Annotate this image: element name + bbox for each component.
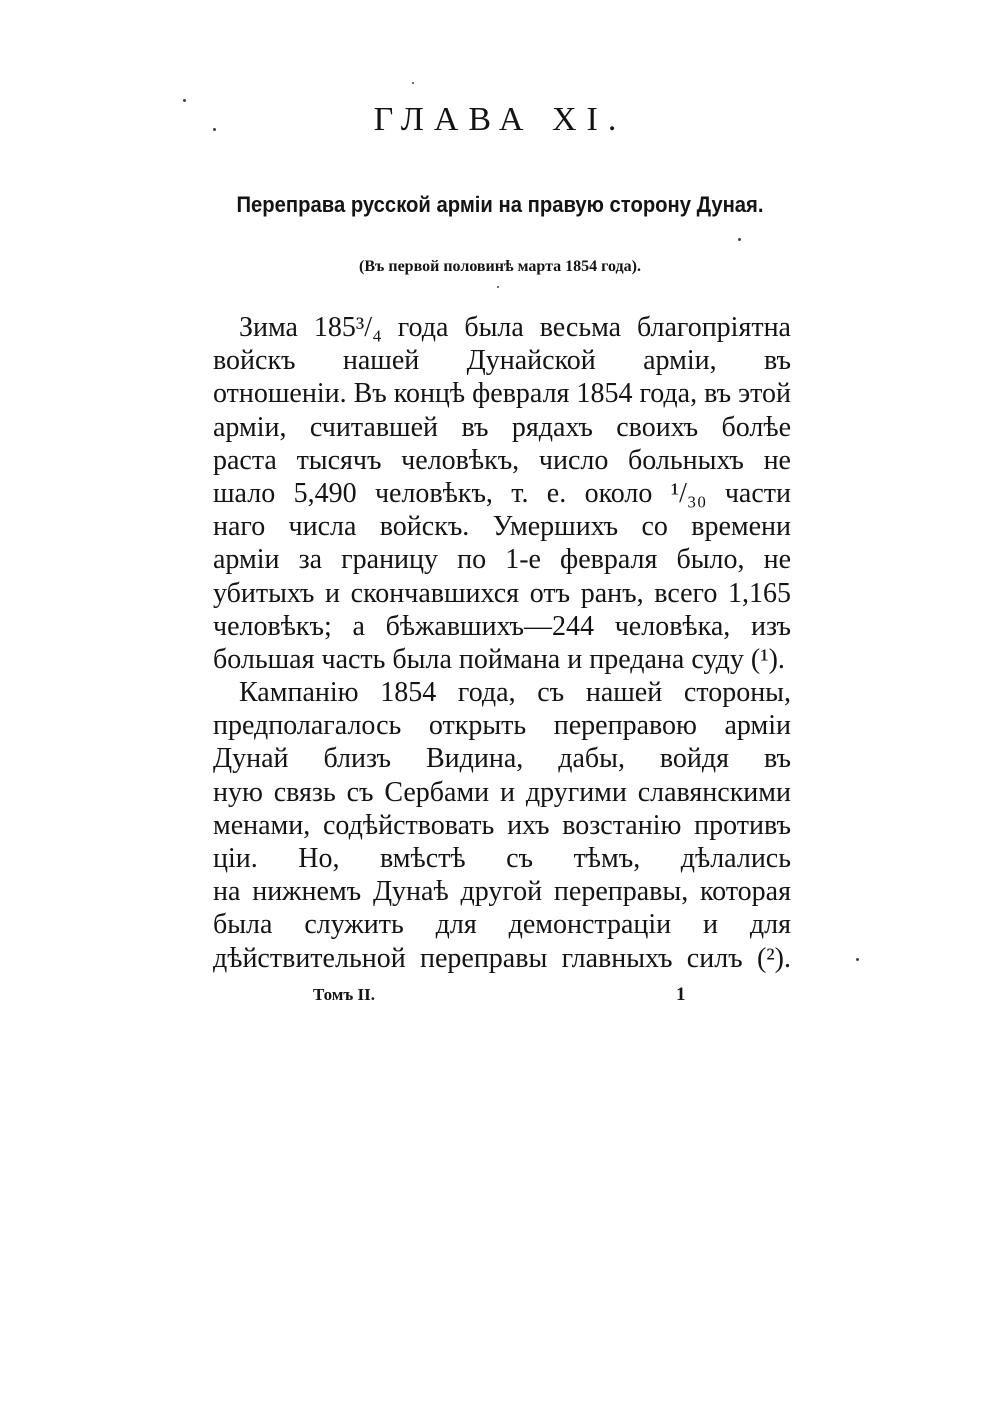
scan-speck (497, 286, 499, 288)
scan-speck (183, 99, 186, 102)
chapter-heading: ГЛАВА XI. (373, 101, 627, 138)
body-line: арміи за границу по 1-е февраля было, не (213, 544, 791, 576)
body-line: убитыхъ и скончавшихся отъ ранъ, всего 1,165 (213, 577, 791, 609)
body-line: отношеніи. Въ концѣ февраля 1854 года, въ этой (213, 378, 791, 410)
body-line: Дунай близъ Видина, дабы, войдя въ (213, 743, 791, 775)
body-line: войскъ нашей Дунайской арміи, въ (213, 345, 791, 377)
chapter-subtitle: (Въ первой половинѣ марта 1854 года). (359, 258, 641, 275)
scan-speck (738, 238, 741, 241)
scan-speck (213, 128, 216, 131)
body-line: предполагалось открыть переправою арміи (213, 710, 791, 742)
body-line: шало 5,490 человѣкъ, т. е. около ¹/₃₀ части (213, 477, 791, 509)
scan-speck (412, 82, 414, 84)
body-line: человѣкъ; а бѣжавшихъ—244 человѣка, изъ (213, 610, 791, 642)
body-line: Зима 185³/₄ года была весьма благопріятна (239, 312, 791, 343)
scan-speck (856, 958, 859, 961)
body-line: Кампанію 1854 года, съ нашей стороны, (239, 677, 791, 709)
body-line: менами, содѣйствовать ихъ возстанію противъ (213, 809, 791, 841)
body-line: раста тысячъ человѣкъ, число больныхъ не (213, 444, 791, 476)
body-line: на нижнемъ Дунаѣ другой переправы, которая (213, 876, 791, 908)
body-line: была служить для демонстраціи и для (213, 909, 791, 941)
body-line: ціи. Но, вмѣстѣ съ тѣмъ, дѣлались (213, 843, 791, 874)
chapter-title: Переправа русской арміи на правую сторону Дуная. (236, 192, 764, 217)
body-text (213, 311, 791, 975)
body-line: дѣйствительной переправы главныхъ силъ (²). (213, 942, 791, 974)
page-number: 1 (676, 984, 686, 1005)
footer-volume: Томъ II. (313, 985, 375, 1004)
body-line: арміи, считавшей въ рядахъ своихъ болѣе (213, 411, 791, 443)
body-line: большая часть была поймана и предана суду (¹). (213, 643, 785, 675)
body-line: наго числа войскъ. Умершихъ со времени (213, 511, 791, 543)
body-line: ную связь съ Сербами и другими славянскими (213, 776, 791, 808)
